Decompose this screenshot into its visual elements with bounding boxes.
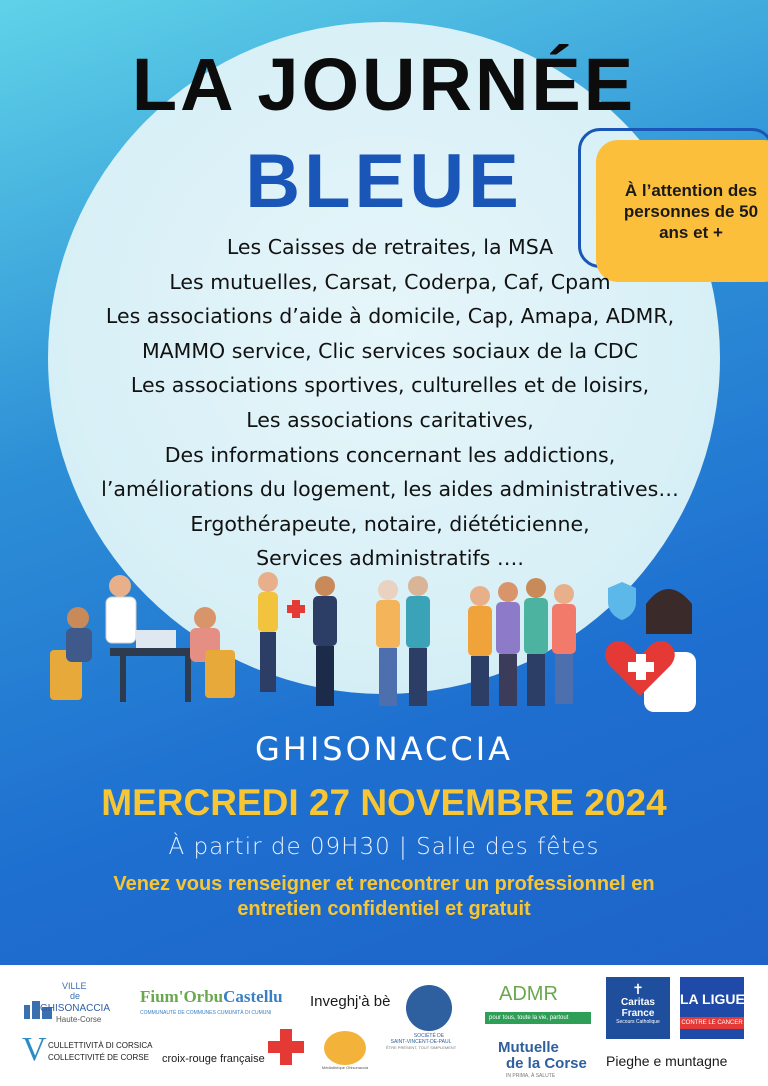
- logo-collectivite-corse: [22, 1031, 152, 1075]
- caritas-line2: France: [621, 1008, 655, 1019]
- service-line: MAMMO service, Clic services sociaux de la CDC: [141, 338, 639, 363]
- ligue-line2: CONTRE LE CANCER: [680, 1017, 744, 1029]
- audience-badge: À l’attention des personnes de 50 ans et +: [596, 140, 768, 282]
- admr-name: ADMR: [499, 983, 558, 1005]
- logo-la-ligue: [680, 977, 744, 1039]
- logo-mediatheque: [318, 1031, 372, 1081]
- svdp-line2: SAINT-VINCENT-DE-PAUL: [390, 1039, 452, 1045]
- logo-croix-rouge: [162, 1021, 310, 1071]
- fiumorbu-sub: COMMUNAUTÉ DE COMMUNES CUMUNITÀ DI CUMUNI: [140, 1010, 272, 1016]
- event-city: GHISONACCIA: [254, 730, 514, 768]
- services-list: [40, 230, 740, 576]
- logo-mutuelle-corse: [484, 1039, 594, 1083]
- partner-logos-footer: [0, 965, 768, 1086]
- red-cross-icon: [268, 1029, 304, 1065]
- fiumorbu-name2: Castellu: [223, 987, 283, 1006]
- people-illustration: [40, 570, 740, 720]
- logo-saint-vincent-de-paul: [386, 985, 457, 1059]
- service-line: Les mutuelles, Carsat, Coderpa, Caf, Cpam: [169, 269, 611, 294]
- admr-tagline: pour tous, toute la vie, partout: [485, 1012, 591, 1024]
- ligue-line1: LA LIGUE: [680, 991, 745, 1007]
- logo-pieghe-muntagne: Pieghe e muntagne: [606, 1053, 728, 1069]
- mutuelle-line3: IN PRIMA, À SALUTE: [506, 1073, 556, 1079]
- svdp-line3: ÊTRE PRÉSENT, TOUT SIMPLEMENT: [386, 1045, 457, 1050]
- service-line: Ergothérapeute, notaire, diététicienne,: [190, 511, 590, 536]
- service-line: Les associations d’aide à domicile, Cap, Amapa, ADMR,: [105, 304, 675, 329]
- fiumorbu-name: Fium'Orbu: [140, 987, 224, 1006]
- logo-ville-ghisonaccia: [22, 979, 132, 1029]
- caritas-line1: Caritas: [621, 997, 655, 1008]
- event-date: MERCREDI 27 NOVEMBRE 2024: [101, 782, 667, 823]
- logo-inveghja-be: Inveghj'à bè: [310, 993, 391, 1010]
- event-cta: Venez vous renseigner et rencontrer un professionnel en entretien confidentiel et gratuit: [113, 873, 655, 920]
- ville-de-label: de: [70, 991, 81, 1001]
- logo-caritas-france: [606, 977, 670, 1039]
- caritas-cross-icon: ✝: [632, 981, 644, 997]
- crowd-group-illustration: [468, 578, 576, 706]
- service-line: Les associations sportives, culturelles et de loisirs,: [130, 373, 650, 398]
- corsica-v-icon: V: [22, 1031, 47, 1068]
- service-line: Services administratifs ….: [256, 546, 524, 571]
- service-line: Des informations concernant les addictions,: [164, 442, 616, 467]
- ville-name: GHISONACCIA: [40, 1003, 111, 1014]
- mutuelle-line2: de la Corse: [506, 1055, 587, 1072]
- svdp-line1: SOCIÉTÉ DE: [413, 1033, 445, 1039]
- meeting-group-illustration: [50, 575, 235, 702]
- service-line: Les Caisses de retraites, la MSA: [226, 235, 554, 259]
- ville-department: Haute-Corse: [56, 1015, 102, 1024]
- event-time-place: À partir de 09H30 | Salle des fêtes: [168, 834, 600, 860]
- service-line: Les associations caritatives,: [246, 407, 534, 432]
- title-line2: BLEUE: [245, 139, 523, 224]
- title-line1: LA JOURNÉE: [131, 43, 637, 126]
- mediatheque-label: Médiathèque Ghisonaccia: [321, 1065, 369, 1070]
- logo-admr: [485, 983, 591, 1039]
- croix-rouge-label: croix-rouge française: [162, 1053, 265, 1065]
- book-icon: [324, 1031, 366, 1065]
- collectivita-line1: CULLETTIVITÀ DI CORSICA: [48, 1041, 153, 1050]
- service-line: l’améliorations du logement, les aides administratives…: [101, 477, 679, 502]
- nurse-heart-illustration: [605, 582, 696, 712]
- mutuelle-line1: Mutuelle: [498, 1039, 559, 1056]
- fish-icon: [406, 985, 452, 1031]
- ville-label: VILLE: [62, 981, 87, 991]
- caritas-line3: Secours Catholique: [616, 1019, 660, 1025]
- collectivita-line2: COLLECTIVITÉ DE CORSE: [48, 1053, 149, 1062]
- handshake-group-illustration: [258, 572, 430, 706]
